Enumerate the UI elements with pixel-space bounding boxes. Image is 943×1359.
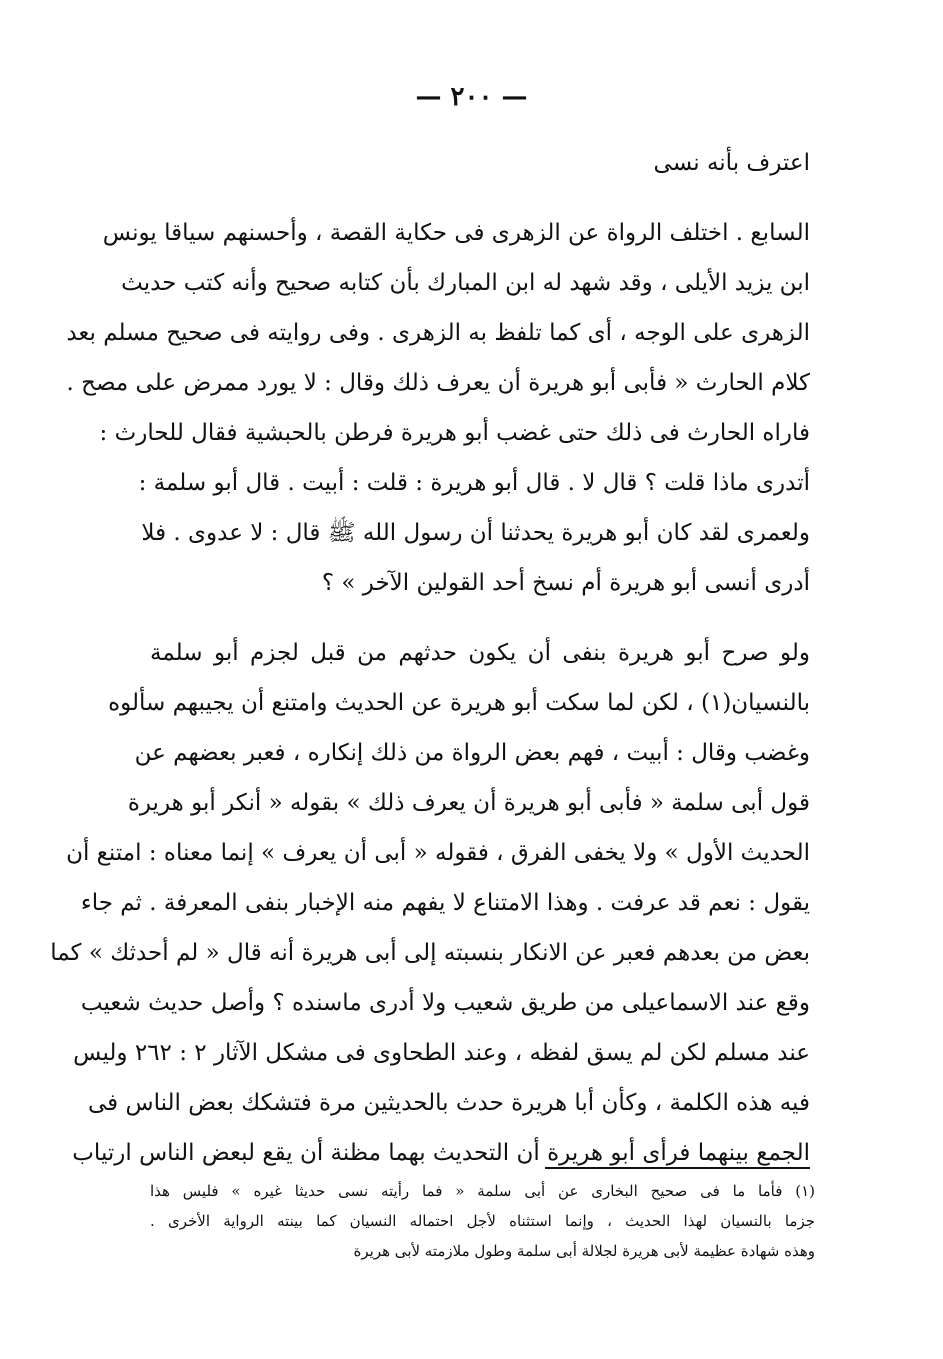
main-text [50, 138, 810, 1178]
text-line: ولعمرى لقد كان أبو هريرة يحدثنا أن رسول الله ﷺ قال : لا عدوى . فلا [141, 520, 810, 546]
footnote-line: (١) فأما ما فى صحيح البخارى عن أبى سلمة « فما رأيته نسى حديثا غيره » فليس هذا [150, 1182, 815, 1200]
text-line: ولو صرح أبو هريرة بنفى أن يكون حدثهم من قبل لجزم أبو سلمة [150, 640, 810, 666]
text-line: بالنسيان(١) ، لكن لما سكت أبو هريرة عن الحديث وامتنع أن يجيبهم سألوه [108, 690, 810, 716]
footnote-line: وهذه شهادة عظيمة لأبى هريرة لجلالة أبى سلمة وطول ملازمته لأبى هريرة [353, 1242, 815, 1260]
text-line: فيه هذه الكلمة ، وكأن أبا هريرة حدث بالحديثين مرة فتشكك بعض الناس فى [88, 1090, 810, 1116]
text-line: أتدرى ماذا قلت ؟ قال لا . قال أبو هريرة : قلت : أبيت . قال أبو سلمة : [138, 470, 810, 496]
text-line: الحديث الأول » ولا يخفى الفرق ، فقوله « أبى أن يعرف » إنما معناه : امتنع أن [66, 840, 810, 866]
text-line: بعض من بعدهم فعبر عن الانكار بنسبته إلى أبى هريرة أنه قال « لم أحدثك » كما [50, 940, 810, 966]
text-line: قول أبى سلمة « فأبى أبو هريرة أن يعرف ذلك » بقوله « أنكر أبو هريرة [127, 790, 810, 816]
footnote [150, 1176, 815, 1266]
paragraph [150, 138, 810, 188]
text-line: أدرى أنسى أبو هريرة أم نسخ أحد القولين الآخر » ؟ [321, 570, 810, 596]
text-line: السابع . اختلف الرواة عن الزهرى فى حكاية القصة ، وأحسنهم سياقا يونس [102, 220, 810, 246]
paragraph-gap [150, 608, 810, 628]
footnote-line: جزما بالنسيان لهذا الحديث ، وإنما استثناه لأجل احتماله النسيان كما بينته الرواية الأخرى . [150, 1212, 815, 1230]
footnote-separator [545, 1167, 810, 1169]
text-line: فاراه الحارث فى ذلك حتى غضب أبو هريرة فرطن بالحبشية فقال للحارث : [99, 420, 810, 446]
text-line: اعترف بأنه نسى [653, 150, 810, 176]
paragraph-gap [150, 188, 810, 208]
text-line: وغضب وقال : أبيت ، فهم بعض الرواة من ذلك إنكاره ، فعبر بعضهم عن [134, 740, 810, 766]
paragraph [66, 208, 810, 608]
text-line: كلام الحارث « فأبى أبو هريرة أن يعرف ذلك وقال : لا يورد ممرض على مصح . [66, 370, 810, 396]
paragraph [50, 628, 810, 1178]
page-number: — ٢٠٠ — [415, 82, 528, 112]
text-line: وقع عند الاسماعيلى من طريق شعيب ولا أدرى ماسنده ؟ وأصل حديث شعيب [80, 990, 810, 1016]
text-line: الجمع بينهما فرأى أبو هريرة أن التحديث بهما مظنة أن يقع لبعض الناس ارتياب [72, 1140, 810, 1166]
text-line: الزهرى على الوجه ، أى كما تلفظ به الزهرى . وفى روايته فى صحيح مسلم بعد [66, 320, 810, 346]
text-line: عند مسلم لكن لم يسق لفظه ، وعند الطحاوى فى مشكل الآثار ٢ : ٢٦٢ وليس [73, 1040, 810, 1066]
text-line: ابن يزيد الأيلى ، وقد شهد له ابن المبارك بأن كتابه صحيح وأنه كتب حديث [121, 270, 810, 296]
text-line: يقول : نعم قد عرفت . وهذا الامتناع لا يفهم منه الإخبار بنفى المعرفة . ثم جاء [80, 890, 810, 916]
